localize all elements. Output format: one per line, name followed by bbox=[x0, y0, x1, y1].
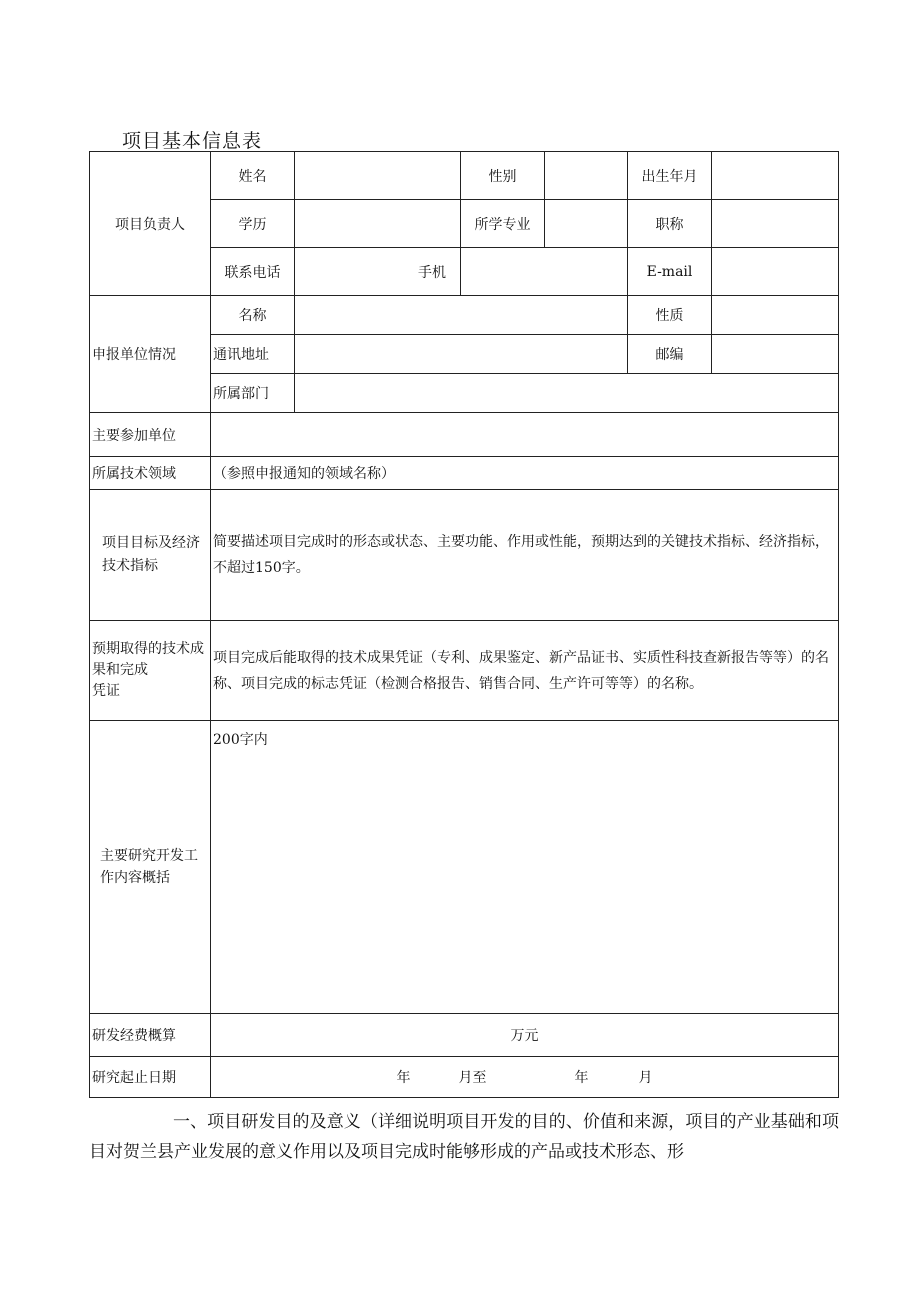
participants-label: 主要参加单位 bbox=[90, 413, 211, 457]
results-label-line2: 凭证 bbox=[92, 683, 120, 699]
period-month2: 月 bbox=[638, 1070, 653, 1086]
gender-label: 性别 bbox=[461, 152, 545, 200]
phone-label: 联系电话 bbox=[211, 248, 295, 296]
tech-field-hint[interactable]: （参照申报通知的领域名称） bbox=[211, 457, 839, 490]
budget-unit[interactable]: 万元 bbox=[211, 1014, 839, 1057]
unit-section-label: 申报单位情况 bbox=[90, 296, 211, 413]
participants-field[interactable] bbox=[211, 413, 839, 457]
mobile-field[interactable] bbox=[461, 248, 628, 296]
education-field[interactable] bbox=[295, 200, 461, 248]
unit-nature-label: 性质 bbox=[628, 296, 712, 335]
mobile-label: 手机 bbox=[295, 248, 461, 296]
project-info-table bbox=[89, 151, 839, 1098]
rank-field[interactable] bbox=[712, 200, 839, 248]
unit-name-label: 名称 bbox=[211, 296, 295, 335]
budget-label: 研发经费概算 bbox=[90, 1014, 211, 1057]
major-label: 所学专业 bbox=[461, 200, 545, 248]
education-label: 学历 bbox=[211, 200, 295, 248]
address-label: 通讯地址 bbox=[211, 335, 295, 374]
research-label: 主要研究开发工作内容概括 bbox=[90, 721, 211, 1014]
dept-label: 所属部门 bbox=[211, 374, 295, 413]
period-year1: 年 bbox=[396, 1070, 411, 1086]
unit-name-field[interactable] bbox=[295, 296, 628, 335]
period-field[interactable] bbox=[211, 1057, 839, 1098]
section-one-text: 一、项目研发目的及意义（详细说明项目开发的目的、价值和来源，项目的产业基础和项目对贺兰县产业发展的意义作用以及项目完成时能够形成的产品或技术形态、形 bbox=[89, 1112, 839, 1162]
research-hint[interactable]: 200字内 bbox=[211, 721, 839, 1014]
name-field[interactable] bbox=[295, 152, 461, 200]
period-year2: 年 bbox=[574, 1070, 589, 1086]
address-field[interactable] bbox=[295, 335, 628, 374]
dept-field[interactable] bbox=[295, 374, 839, 413]
postcode-label: 邮编 bbox=[628, 335, 712, 374]
rank-label: 职称 bbox=[628, 200, 712, 248]
birth-field[interactable] bbox=[712, 152, 839, 200]
postcode-field[interactable] bbox=[712, 335, 839, 374]
results-label-line1: 预期取得的技术成果和完成 bbox=[92, 641, 204, 678]
results-hint[interactable]: 项目完成后能取得的技术成果凭证（专利、成果鉴定、新产品证书、实质性科技查新报告等等）的名称、项目完成的标志凭证（检测合格报告、销售合同、生产许可等等）的名称。 bbox=[211, 621, 839, 721]
email-field[interactable] bbox=[712, 248, 839, 296]
gender-field[interactable] bbox=[545, 152, 628, 200]
unit-nature-field[interactable] bbox=[712, 296, 839, 335]
major-field[interactable] bbox=[545, 200, 628, 248]
tech-field-label: 所属技术领域 bbox=[90, 457, 211, 490]
email-label: E-mail bbox=[628, 248, 712, 296]
page-title: 项目基本信息表 bbox=[122, 130, 263, 152]
period-label: 研究起止日期 bbox=[90, 1057, 211, 1098]
goals-label: 项目目标及经济技术指标 bbox=[90, 490, 211, 621]
results-label bbox=[90, 621, 211, 721]
period-month-to: 月至 bbox=[458, 1070, 487, 1086]
leader-section-label: 项目负责人 bbox=[90, 152, 211, 296]
name-label: 姓名 bbox=[211, 152, 295, 200]
birth-label: 出生年月 bbox=[628, 152, 712, 200]
goals-hint[interactable]: 简要描述项目完成时的形态或状态、主要功能、作用或性能，预期达到的关键技术指标、经济指标，不超过150字。 bbox=[211, 490, 839, 621]
